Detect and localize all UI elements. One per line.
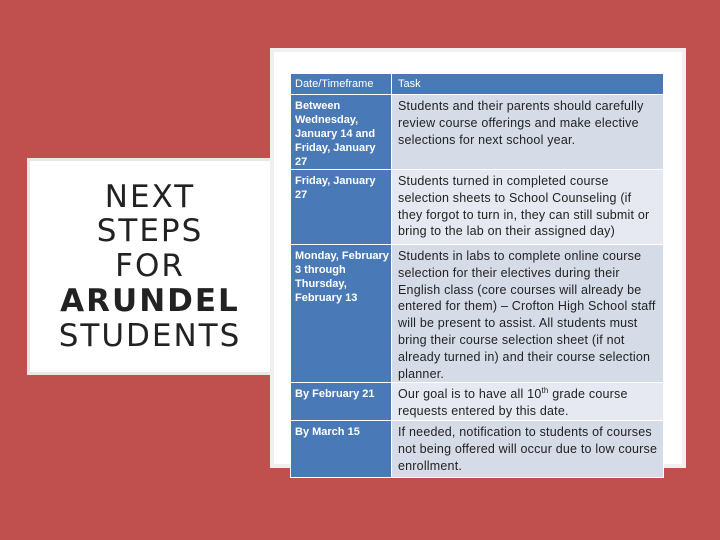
table-row — [291, 95, 664, 170]
table-row — [291, 170, 664, 245]
header-date-timeframe: Date/Timeframe — [291, 74, 392, 95]
header-task: Task — [392, 74, 664, 95]
schedule-table — [290, 73, 664, 478]
row-date: By March 15 — [291, 420, 392, 477]
title-line-steps: STEPS — [96, 213, 204, 250]
table-row — [291, 245, 664, 383]
row-task: Students and their parents should carefully review course offerings and make elective selections for next school year. — [392, 95, 664, 170]
title-line-students: STUDENTS — [58, 317, 242, 354]
row-date: Between Wednesday, January 14 and Friday, January 27 — [291, 95, 392, 170]
row-task-text-end: grade course requests entered by this date. — [398, 387, 628, 419]
title-line-next: NEXT — [104, 178, 196, 215]
row-date: By February 21 — [291, 383, 392, 421]
row-task: Students turned in completed course selection sheets to School Counseling (if they forgot to turn in, they can still submit or bring to the lab on their assigned day) — [392, 170, 664, 245]
row-task-text: Our goal is to have all 10 — [398, 387, 542, 402]
table-header-row — [291, 74, 664, 95]
title-card — [27, 158, 273, 375]
row-task — [392, 383, 664, 421]
table-row — [291, 383, 664, 421]
row-date: Friday, January 27 — [291, 170, 392, 245]
title-line-for: FOR — [115, 248, 185, 285]
row-task: If needed, notification to students of courses not being offered will occur due to low course enrollment. — [392, 420, 664, 477]
schedule-table-frame — [270, 48, 686, 473]
row-date: Monday, February 3 through Thursday, February 13 — [291, 245, 392, 383]
table-row — [291, 420, 664, 477]
title-line-arundel: ARUNDEL — [60, 282, 240, 319]
row-task: Students in labs to complete online course selection for their electives during their English class (core courses will already be entered for them) – Crofton High School staff will be present to assist. All students must bring their course selection sheet (if not already turned in) and their course selection planner. — [392, 245, 664, 383]
row-task-superscript: th — [541, 386, 549, 396]
